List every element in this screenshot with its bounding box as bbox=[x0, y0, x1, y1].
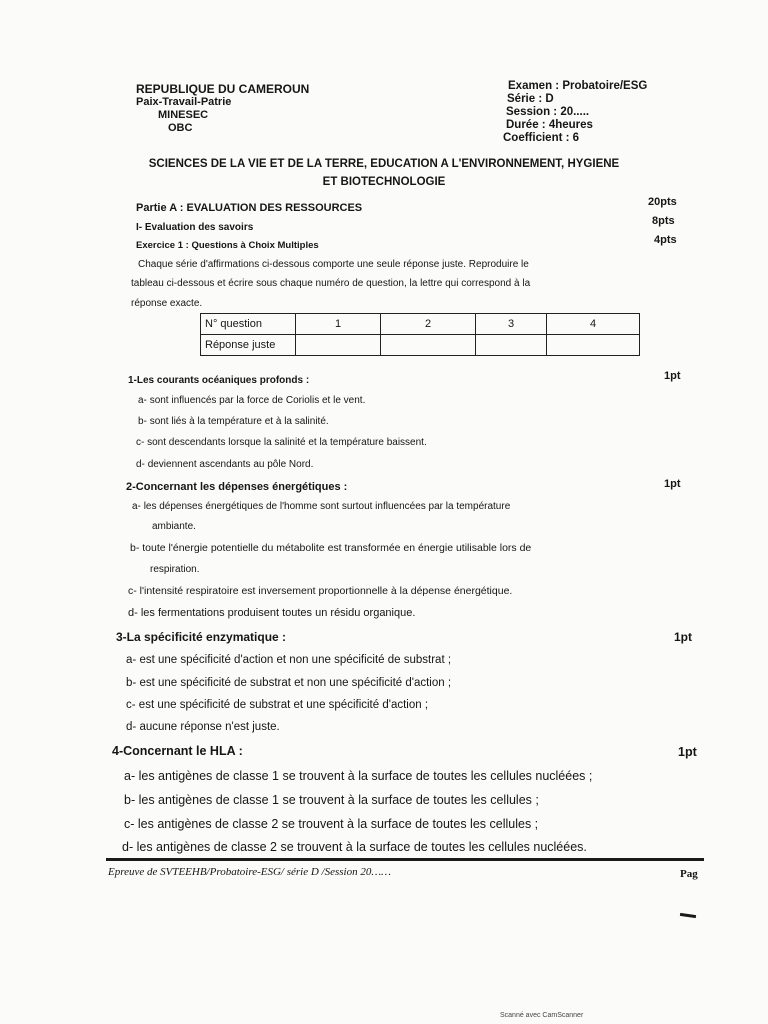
part-a-points: 20pts bbox=[648, 196, 677, 208]
section-1-points: 8pts bbox=[652, 215, 675, 227]
header-exam: Examen : Probatoire/ESG bbox=[508, 80, 648, 92]
question-4-option-d: d- les antigènes de classe 2 se trouvent à la surface de toutes les cellules nucléées. bbox=[122, 840, 587, 854]
table-answer-cell bbox=[476, 335, 547, 356]
question-4-option-a: a- les antigènes de classe 1 se trouvent à la surface de toutes les cellules nucléées ; bbox=[124, 769, 593, 783]
question-2-option-c: c- l'intensité respiratoire est inversement proportionnelle à la dépense énergétique. bbox=[128, 585, 513, 597]
table-row bbox=[201, 314, 640, 335]
table-answer-label: Réponse juste bbox=[201, 335, 296, 356]
question-1-option-a: a- sont influencés par la force de Coriolis et le vent. bbox=[138, 395, 366, 406]
footer-text: Epreuve de SVTEEHB/Probatoire-ESG/ série D /Session 20…… bbox=[108, 866, 391, 878]
header-coefficient: Coefficient : 6 bbox=[503, 132, 580, 144]
question-4-title: 4-Concernant le HLA : bbox=[112, 744, 243, 758]
question-3-option-d: d- aucune réponse n'est juste. bbox=[126, 721, 280, 733]
part-a-label: Partie A : EVALUATION DES RESSOURCES bbox=[136, 202, 363, 214]
question-1-option-c: c- sont descendants lorsque la salinité et la température baissent. bbox=[136, 437, 427, 448]
instructions-line2: tableau ci-dessous et écrire sous chaque numéro de question, la lettre qui correspond à la bbox=[131, 278, 531, 289]
question-4-option-c: c- les antigènes de classe 2 se trouvent à la surface de toutes les cellules ; bbox=[124, 817, 539, 831]
table-answer-cell bbox=[296, 335, 381, 356]
table-cell-number: 4 bbox=[547, 314, 640, 335]
question-1-title: 1-Les courants océaniques profonds : bbox=[128, 375, 310, 386]
stray-mark bbox=[680, 913, 696, 918]
question-1-points: 1pt bbox=[664, 370, 681, 382]
table-answer-cell bbox=[381, 335, 476, 356]
question-2-option-a-cont: ambiante. bbox=[152, 521, 196, 532]
exercise-1-points: 4pts bbox=[654, 234, 677, 246]
question-2-title: 2-Concernant les dépenses énergétiques : bbox=[126, 481, 348, 493]
question-1-option-b: b- sont liés à la température et à la salinité. bbox=[138, 416, 329, 427]
question-1-option-d: d- deviennent ascendants au pôle Nord. bbox=[136, 459, 314, 470]
header-series: Série : D bbox=[507, 93, 554, 105]
instructions-line1: Chaque série d'affirmations ci-dessous comporte une seule réponse juste. Reproduire le bbox=[138, 259, 529, 270]
question-3-points: 1pt bbox=[674, 630, 692, 644]
header-ministry: MINESEC bbox=[158, 109, 209, 121]
question-4-option-b: b- les antigènes de classe 1 se trouvent à la surface de toutes les cellules ; bbox=[124, 793, 539, 807]
question-3-option-c: c- est une spécificité de substrat et une spécificité d'action ; bbox=[126, 699, 429, 711]
header-duration: Durée : 4heures bbox=[506, 119, 593, 131]
footer-page: Pag bbox=[680, 868, 698, 880]
footer-rule bbox=[106, 858, 704, 861]
scanner-watermark: Scanné avec CamScanner bbox=[500, 1012, 584, 1019]
header-office: OBC bbox=[168, 122, 193, 134]
table-cell-number: 2 bbox=[381, 314, 476, 335]
subject-title-line2: ET BIOTECHNOLOGIE bbox=[322, 176, 446, 188]
answer-table bbox=[200, 313, 640, 356]
table-cell-number: 3 bbox=[476, 314, 547, 335]
table-cell-number: 1 bbox=[296, 314, 381, 335]
table-row bbox=[201, 335, 640, 356]
header-motto: Paix-Travail-Patrie bbox=[136, 96, 232, 108]
instructions-line3: réponse exacte. bbox=[131, 298, 203, 309]
header-country: REPUBLIQUE DU CAMEROUN bbox=[136, 82, 310, 96]
question-2-option-a: a- les dépenses énergétiques de l'homme sont surtout influencées par la température bbox=[132, 501, 511, 512]
question-2-points: 1pt bbox=[664, 478, 681, 490]
question-2-option-d: d- les fermentations produisent toutes un résidu organique. bbox=[128, 607, 416, 619]
question-3-option-b: b- est une spécificité de substrat et non une spécificité d'action ; bbox=[126, 677, 452, 689]
question-3-option-a: a- est une spécificité d'action et non une spécificité de substrat ; bbox=[126, 654, 452, 666]
exercise-1-label: Exercice 1 : Questions à Choix Multiples bbox=[136, 240, 319, 251]
question-2-option-b: b- toute l'énergie potentielle du métabolite est transformée en énergie utilisable lors de bbox=[130, 542, 532, 554]
header-session: Session : 20..... bbox=[506, 106, 590, 118]
question-4-points: 1pt bbox=[678, 745, 697, 759]
question-2-option-b-cont: respiration. bbox=[150, 564, 200, 575]
table-answer-cell bbox=[547, 335, 640, 356]
table-header-label: N° question bbox=[201, 314, 296, 335]
section-1-label: I- Evaluation des savoirs bbox=[136, 222, 254, 233]
subject-title-line1: SCIENCES DE LA VIE ET DE LA TERRE, EDUCATION A L'ENVIRONNEMENT, HYGIENE bbox=[148, 158, 620, 170]
question-3-title: 3-La spécificité enzymatique : bbox=[116, 630, 287, 644]
